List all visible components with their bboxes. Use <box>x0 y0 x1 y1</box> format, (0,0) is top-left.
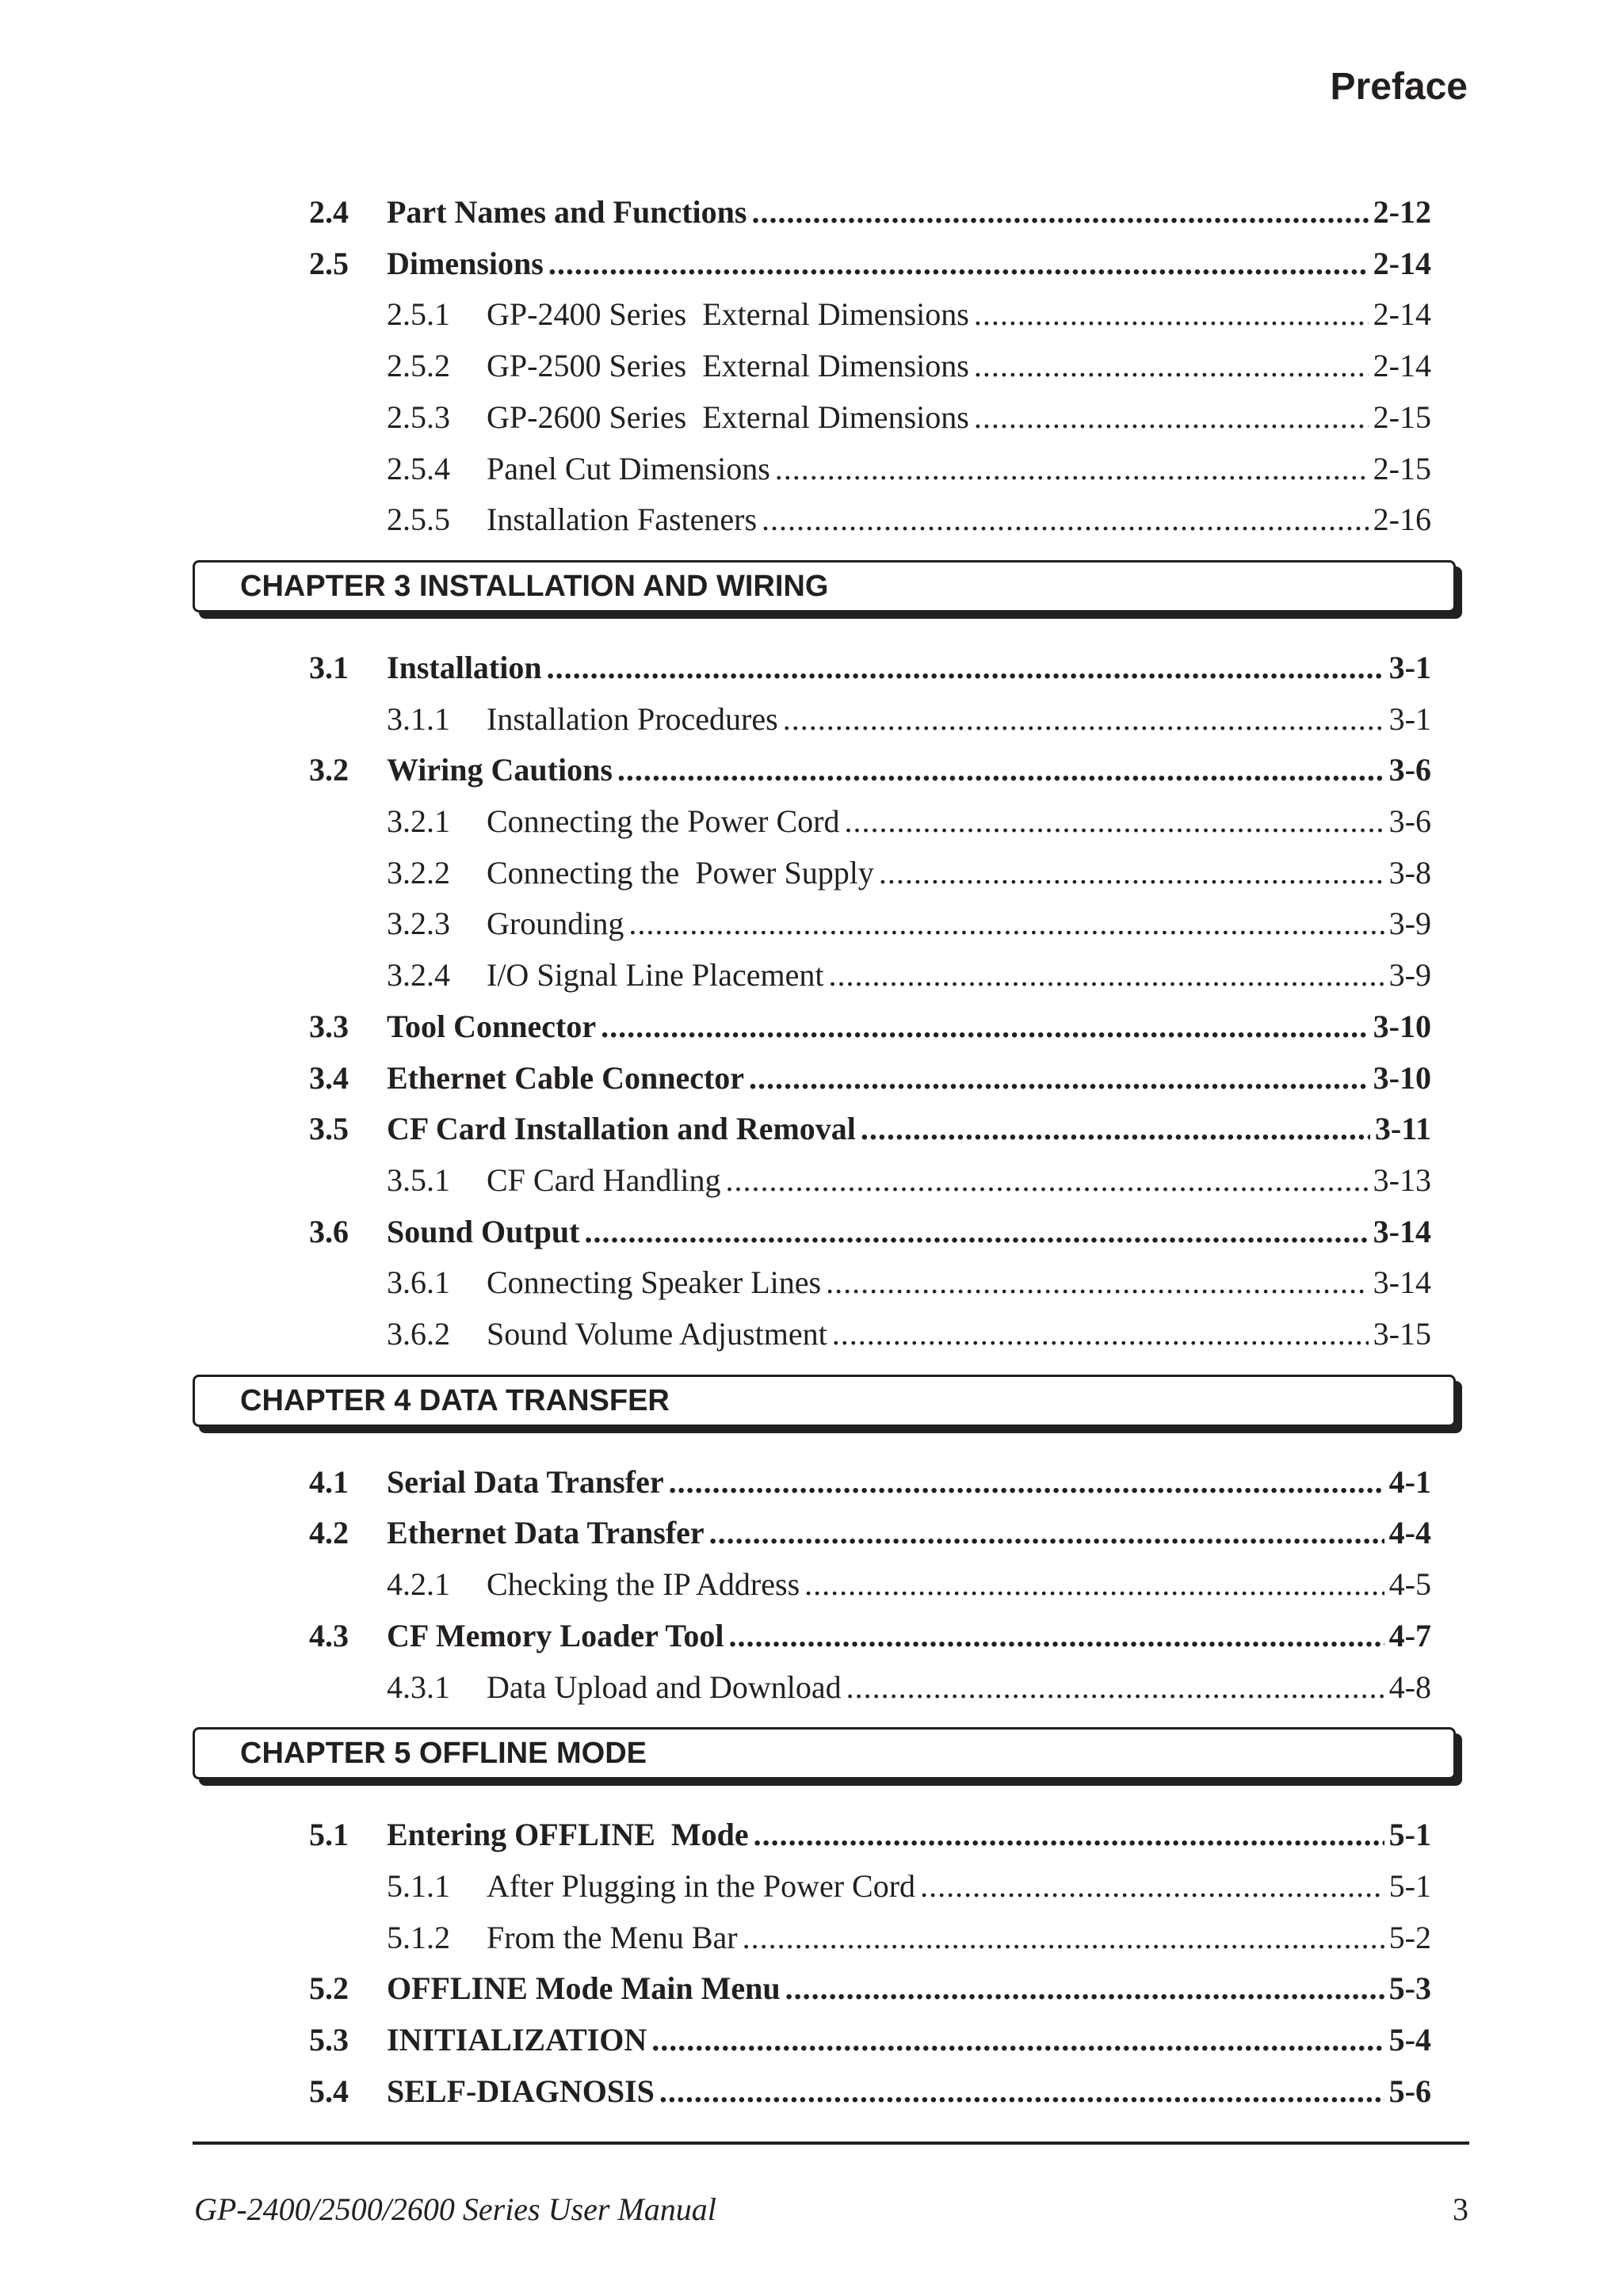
dot-leader <box>669 1460 1384 1505</box>
dot-leader <box>846 1665 1384 1710</box>
toc-entry-number: 2.4 <box>309 194 349 230</box>
toc-entry-title: After Plugging in the Power Cord <box>487 1867 916 1904</box>
dot-leader <box>651 2018 1384 2062</box>
toc-entry-number: 4.2 <box>309 1515 349 1551</box>
toc-subsection-entry[interactable] <box>387 1312 1431 1356</box>
toc-section-entry[interactable] <box>309 646 1431 690</box>
toc-subsection-entry[interactable] <box>387 799 1431 844</box>
toc-entry-number: 3.2 <box>309 752 349 788</box>
toc-subsection-entry[interactable] <box>387 344 1431 388</box>
toc-section-entry[interactable] <box>309 1107 1431 1151</box>
dot-leader <box>828 953 1384 997</box>
toc-entry-number: 3.5 <box>309 1111 349 1147</box>
dot-leader <box>804 1562 1384 1607</box>
toc-section-entry[interactable] <box>309 2069 1431 2114</box>
dot-leader <box>920 1864 1384 1909</box>
toc-entry-number: 2.5.4 <box>387 450 450 486</box>
toc-subsection-entry[interactable] <box>387 1562 1431 1607</box>
chapter-heading-box <box>193 1375 1456 1427</box>
dot-leader <box>826 1261 1369 1305</box>
toc-entry-title: Ethernet Data Transfer <box>387 1515 705 1551</box>
dot-leader <box>783 697 1384 742</box>
toc-entry-page: 5-6 <box>1388 2073 1431 2109</box>
toc-entry-page: 5-3 <box>1388 1970 1431 2007</box>
toc-entry-title: Connecting Speaker Lines <box>487 1264 822 1301</box>
toc-entry-page: 3-15 <box>1373 1316 1431 1352</box>
toc-entry-title: GP-2600 Series External Dimensions <box>487 399 969 435</box>
toc-section-entry[interactable] <box>309 1460 1431 1505</box>
toc-entry-title: Connecting the Power Supply <box>487 854 874 891</box>
toc-entry-title: Connecting the Power Cord <box>487 803 840 839</box>
toc-subsection-entry[interactable] <box>387 292 1431 337</box>
dot-leader <box>726 1158 1369 1203</box>
toc-entry-number: 5.4 <box>309 2073 349 2109</box>
toc-entry-page: 5-4 <box>1388 2022 1431 2058</box>
toc-entry-title: GP-2500 Series External Dimensions <box>487 348 969 384</box>
toc-entry-page: 3-10 <box>1373 1059 1431 1096</box>
dot-leader <box>749 1056 1369 1100</box>
toc-entry-number: 2.5.5 <box>387 502 450 538</box>
toc-subsection-entry[interactable] <box>387 498 1431 542</box>
dot-leader <box>754 1813 1384 1857</box>
dot-leader <box>762 498 1369 542</box>
toc-entry-page: 5-2 <box>1388 1919 1431 1955</box>
toc-entry-page: 2-14 <box>1373 245 1431 281</box>
toc-entry-title: Tool Connector <box>387 1008 597 1044</box>
toc-entry-title: Installation Procedures <box>487 700 778 737</box>
dot-leader <box>879 851 1384 895</box>
toc-entry-number: 2.5 <box>309 245 349 281</box>
dot-leader <box>709 1511 1384 1555</box>
toc-entry-number: 3.1.1 <box>387 700 450 737</box>
dot-leader <box>617 748 1384 792</box>
dot-leader <box>974 395 1369 440</box>
toc-entry-title: CF Memory Loader Tool <box>387 1617 724 1653</box>
section-title: Preface <box>1330 66 1468 108</box>
toc-entry-title: Data Upload and Download <box>487 1669 842 1705</box>
toc-entry-title: Installation Fasteners <box>487 502 758 538</box>
toc-entry-number: 5.3 <box>309 2022 349 2058</box>
dot-leader <box>659 2069 1384 2114</box>
toc-entry-title: Serial Data Transfer <box>387 1463 664 1500</box>
toc-section-entry[interactable] <box>309 748 1431 792</box>
dot-leader <box>832 1312 1369 1356</box>
toc-entry-title: Dimensions <box>387 245 544 281</box>
toc-entry-number: 3.6.1 <box>387 1264 450 1301</box>
toc-entry-title: Sound Volume Adjustment <box>487 1316 827 1352</box>
toc-subsection-entry[interactable] <box>387 447 1431 491</box>
toc-entry-title: Panel Cut Dimensions <box>487 450 770 486</box>
toc-entry-page: 2-16 <box>1373 502 1431 538</box>
footer-divider <box>193 2142 1469 2145</box>
toc-subsection-entry[interactable] <box>387 851 1431 895</box>
toc-entry-page: 3-1 <box>1388 700 1431 737</box>
toc-entry-page: 3-13 <box>1373 1161 1431 1198</box>
toc-entry-page: 2-12 <box>1373 194 1431 230</box>
toc-entry-number: 3.6 <box>309 1213 349 1249</box>
toc-section-entry[interactable] <box>309 1614 1431 1658</box>
toc-entry-title: INITIALIZATION <box>387 2022 647 2058</box>
toc-entry-number: 3.2.1 <box>387 803 450 839</box>
toc-entry-page: 3-9 <box>1388 906 1431 942</box>
toc-entry-page: 3-9 <box>1388 957 1431 994</box>
dot-leader <box>584 1210 1368 1254</box>
toc-entry-title: Grounding <box>487 906 624 942</box>
dot-leader <box>548 242 1369 286</box>
toc-subsection-entry[interactable] <box>387 697 1431 742</box>
toc-entry-number: 4.3.1 <box>387 1669 450 1705</box>
toc-entry-title: Part Names and Functions <box>387 194 747 230</box>
toc-entry-title: SELF-DIAGNOSIS <box>387 2073 655 2109</box>
toc-entry-page: 3-6 <box>1388 752 1431 788</box>
toc-entry-title: Entering OFFLINE Mode <box>387 1817 749 1853</box>
toc-entry-page: 5-1 <box>1388 1817 1431 1853</box>
toc-entry-title: Wiring Cautions <box>387 752 613 788</box>
dot-leader <box>775 447 1369 491</box>
toc-subsection-entry[interactable] <box>387 1864 1431 1909</box>
chapter-heading: CHAPTER 3 INSTALLATION AND WIRING <box>240 569 829 603</box>
toc-entry-number: 5.1 <box>309 1817 349 1853</box>
dot-leader <box>628 902 1384 946</box>
dot-leader <box>974 344 1369 388</box>
toc-entry-page: 3-10 <box>1373 1008 1431 1044</box>
dot-leader <box>729 1614 1384 1658</box>
toc-entry-page: 4-4 <box>1388 1515 1431 1551</box>
toc-entry-page: 4-1 <box>1388 1463 1431 1500</box>
dot-leader <box>547 646 1384 690</box>
dot-leader <box>974 292 1369 337</box>
chapter-heading: CHAPTER 4 DATA TRANSFER <box>240 1383 670 1417</box>
toc-entry-number: 3.3 <box>309 1008 349 1044</box>
toc-entry-page: 4-8 <box>1388 1669 1431 1705</box>
toc-entry-page: 3-1 <box>1388 649 1431 685</box>
toc-subsection-entry[interactable] <box>387 1158 1431 1203</box>
toc-entry-page: 4-7 <box>1388 1617 1431 1653</box>
dot-leader <box>861 1107 1370 1151</box>
toc-entry-title: Checking the IP Address <box>487 1566 800 1603</box>
chapter-heading: CHAPTER 5 OFFLINE MODE <box>240 1737 647 1771</box>
dot-leader <box>601 1005 1369 1049</box>
toc-subsection-entry[interactable] <box>387 395 1431 440</box>
toc-section-entry[interactable] <box>309 1005 1431 1049</box>
toc-entry-title: CF Card Installation and Removal <box>387 1111 856 1147</box>
toc-entry-number: 3.5.1 <box>387 1161 450 1198</box>
toc-entry-number: 2.5.3 <box>387 399 450 435</box>
toc-entry-page: 3-11 <box>1374 1111 1431 1147</box>
chapter-heading-box <box>193 1727 1456 1779</box>
toc-entry-number: 2.5.2 <box>387 348 450 384</box>
toc-entry-page: 3-14 <box>1373 1213 1431 1249</box>
toc-entry-number: 5.1.2 <box>387 1919 450 1955</box>
toc-entry-title: GP-2400 Series External Dimensions <box>487 296 969 333</box>
toc-entry-title: Installation <box>387 649 542 685</box>
dot-leader <box>743 1916 1384 1960</box>
toc-subsection-entry[interactable] <box>387 902 1431 946</box>
dot-leader <box>845 799 1384 844</box>
toc-subsection-entry[interactable] <box>387 953 1431 997</box>
toc-section-entry[interactable] <box>309 242 1431 286</box>
footer-manual-title: GP-2400/2500/2600 Series User Manual <box>194 2191 716 2227</box>
chapter-heading-box <box>193 560 1456 612</box>
toc-entry-number: 4.3 <box>309 1617 349 1653</box>
toc-entry-title: OFFLINE Mode Main Menu <box>387 1970 781 2007</box>
toc-entry-page: 5-1 <box>1388 1867 1431 1904</box>
toc-entry-title: CF Card Handling <box>487 1161 721 1198</box>
toc-entry-number: 3.2.4 <box>387 957 450 994</box>
toc-entry-page: 2-15 <box>1373 450 1431 486</box>
toc-entry-title: Sound Output <box>387 1213 580 1249</box>
toc-entry-number: 4.2.1 <box>387 1566 450 1603</box>
toc-subsection-entry[interactable] <box>387 1916 1431 1960</box>
toc-section-entry[interactable] <box>309 1210 1431 1254</box>
toc-section-entry[interactable] <box>309 1056 1431 1100</box>
toc-entry-page: 2-15 <box>1373 399 1431 435</box>
toc-entry-page: 3-6 <box>1388 803 1431 839</box>
toc-entry-number: 3.2.2 <box>387 854 450 891</box>
toc-section-entry[interactable] <box>309 1813 1431 1857</box>
dot-leader <box>785 1966 1384 2011</box>
toc-entry-number: 3.1 <box>309 649 349 685</box>
toc-entry-page: 2-14 <box>1373 348 1431 384</box>
toc-entry-number: 3.6.2 <box>387 1316 450 1352</box>
toc-entry-number: 4.1 <box>309 1463 349 1500</box>
toc-entry-title: Ethernet Cable Connector <box>387 1059 745 1096</box>
footer-page-number: 3 <box>1453 2191 1468 2227</box>
toc-subsection-entry[interactable] <box>387 1665 1431 1710</box>
toc-entry-title: I/O Signal Line Placement <box>487 957 824 994</box>
toc-section-entry[interactable] <box>309 2018 1431 2062</box>
toc-entry-page: 4-5 <box>1388 1566 1431 1603</box>
toc-entry-page: 3-8 <box>1388 854 1431 891</box>
toc-subsection-entry[interactable] <box>387 1261 1431 1305</box>
toc-entry-number: 2.5.1 <box>387 296 450 333</box>
toc-entry-page: 3-14 <box>1373 1264 1431 1301</box>
toc-entry-title: From the Menu Bar <box>487 1919 738 1955</box>
dot-leader <box>751 190 1368 235</box>
toc-entry-number: 3.4 <box>309 1059 349 1096</box>
toc-entry-number: 5.2 <box>309 1970 349 2007</box>
toc-section-entry[interactable] <box>309 1966 1431 2011</box>
toc-section-entry[interactable] <box>309 1511 1431 1555</box>
toc-section-entry[interactable] <box>309 190 1431 235</box>
toc-entry-number: 3.2.3 <box>387 906 450 942</box>
toc-entry-page: 2-14 <box>1373 296 1431 333</box>
toc-entry-number: 5.1.1 <box>387 1867 450 1904</box>
